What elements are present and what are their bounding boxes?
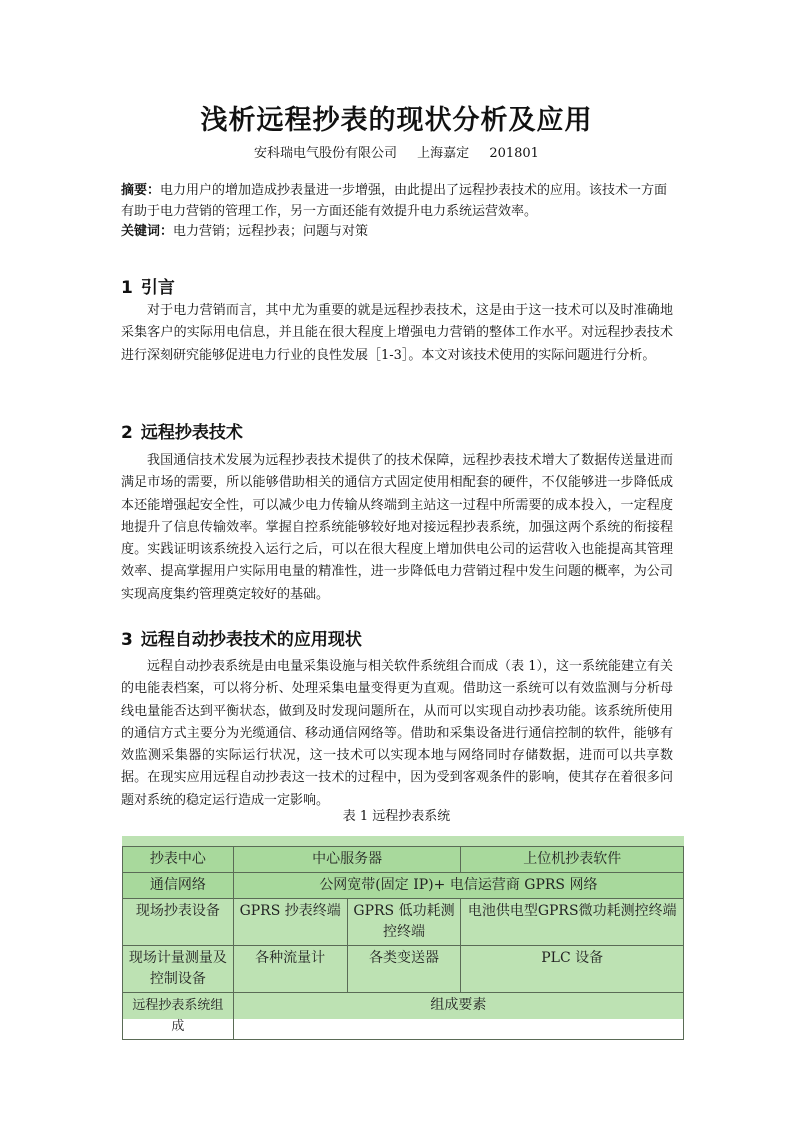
table-cell: 电池供电型GPRS微功耗测控终端 [461, 899, 684, 946]
table-cell: 抄表中心 [123, 847, 234, 873]
abstract-label: 摘要： [121, 183, 161, 198]
abstract-text: 电力用户的增加造成抄表量进一步增强，由此提出了远程抄表技术的应用。该技术一方面有助于电力营销的管理工作，另一方面还能有效提升电力系统运营效率。 [121, 183, 668, 219]
section-heading-1 [121, 273, 175, 298]
keywords-text: 电力营销；远程抄表；问题与对策 [173, 224, 369, 239]
table-cell: 现场计量测量及控制设备 [123, 946, 234, 993]
table-cell: GPRS 低功耗测控终端 [347, 899, 461, 946]
section-body-2 [121, 450, 673, 606]
paper-title: 浅析远程抄表的现状分析及应用 [200, 105, 593, 136]
paragraph: 远程自动抄表系统是由电量采集设施与相关软件系统组合而成（表 1），这一系统能建立有关的电能表档案，可以将分析、处理采集电量变得更为直观。借助这一系统可以有效监测与分析母线电量能否达到平衡状态，做到及时发现问题所在，从而可以实现自动抄表功能。该系统所使用的通信方式主要分为光缆通信、移动通信网络等。借助和采集设备进行通信控制的软件，能够有效监测采集器的实际运行状况，这一技术可以实现本地与网络同时存储数据，进而可以共享数据。在现实应用远程自动抄表这一技术的过程中，因为受到客观条件的影响，使其存在着很多问题对系统的稳定运行造成一定影响。 [121, 659, 673, 808]
paragraph: 我国通信技术发展为远程抄表技术提供了的技术保障，远程抄表技术增大了数据传送量进而满足市场的需要，所以能够借助相关的通信方式固定使用相配套的硬件，不仅能够进一步降低成本还能增强起安全性，可以减少电力传输从终端到主站这一过程中所需要的成本投入，一定程度地提升了信息传输效率。掌握自控系统能够较好地对接远程抄表系统，加强这两个系统的衔接程度。实践证明该系统投入运行之后，可以在很大程度上增加供电公司的运营收入也能提高其管理效率、提高掌握用户实际用电量的精准性，进一步降低电力营销过程中发生问题的概率，为公司实现高度集约管理奠定较好的基础。 [121, 453, 673, 602]
affiliation-location: 上海嘉定 [417, 146, 470, 161]
section-number: 3 [121, 630, 133, 650]
section-number: 1 [121, 278, 133, 298]
table-cell: 中心服务器 [233, 847, 461, 873]
section-title: 远程抄表技术 [140, 423, 243, 443]
section-heading-3 [121, 625, 362, 650]
section-heading-2 [121, 418, 243, 443]
table-row [123, 899, 684, 946]
table-cell: PLC 设备 [461, 946, 684, 993]
table-row [123, 993, 684, 1040]
abstract [121, 180, 676, 222]
table-cell: 上位机抄表软件 [461, 847, 684, 873]
table-row [123, 847, 684, 873]
table-cell: 公网宽带(固定 IP)+ 电信运营商 GPRS 网络 [233, 873, 683, 899]
system-table [122, 846, 684, 1040]
section-body-3 [121, 656, 673, 812]
keywords-label: 关键词： [121, 224, 174, 239]
section-title: 远程自动抄表技术的应用现状 [140, 630, 362, 650]
table-cell: 远程抄表系统组成 [123, 993, 234, 1040]
table-container [122, 836, 684, 1034]
table-row [123, 873, 684, 899]
affiliation-company: 安科瑞电气股份有限公司 [254, 146, 398, 161]
table-cell: 各类变送器 [347, 946, 461, 993]
table-cell: 通信网络 [123, 873, 234, 899]
table-row [123, 946, 684, 993]
affiliation-postcode: 201801 [489, 146, 539, 161]
affiliation [0, 142, 793, 161]
table-cell: 现场抄表设备 [123, 899, 234, 946]
table-cell: 组成要素 [233, 993, 683, 1040]
table-cell: 各种流量计 [233, 946, 347, 993]
section-title: 引言 [140, 278, 175, 298]
section-body-1 [121, 300, 673, 367]
table-caption: 表 1 远程抄表系统 [342, 809, 451, 824]
table-cell: GPRS 抄表终端 [233, 899, 347, 946]
section-number: 2 [121, 423, 133, 443]
keywords [121, 222, 676, 242]
paragraph: 对于电力营销而言，其中尤为重要的就是远程抄表技术，这是由于这一技术可以及时准确地采集客户的实际用电信息，并且能在很大程度上增强电力营销的整体工作水平。对远程抄表技术进行深刻研究能够促进电力行业的良性发展［1-3］。本文对该技术使用的实际问题进行分析。 [121, 303, 673, 363]
